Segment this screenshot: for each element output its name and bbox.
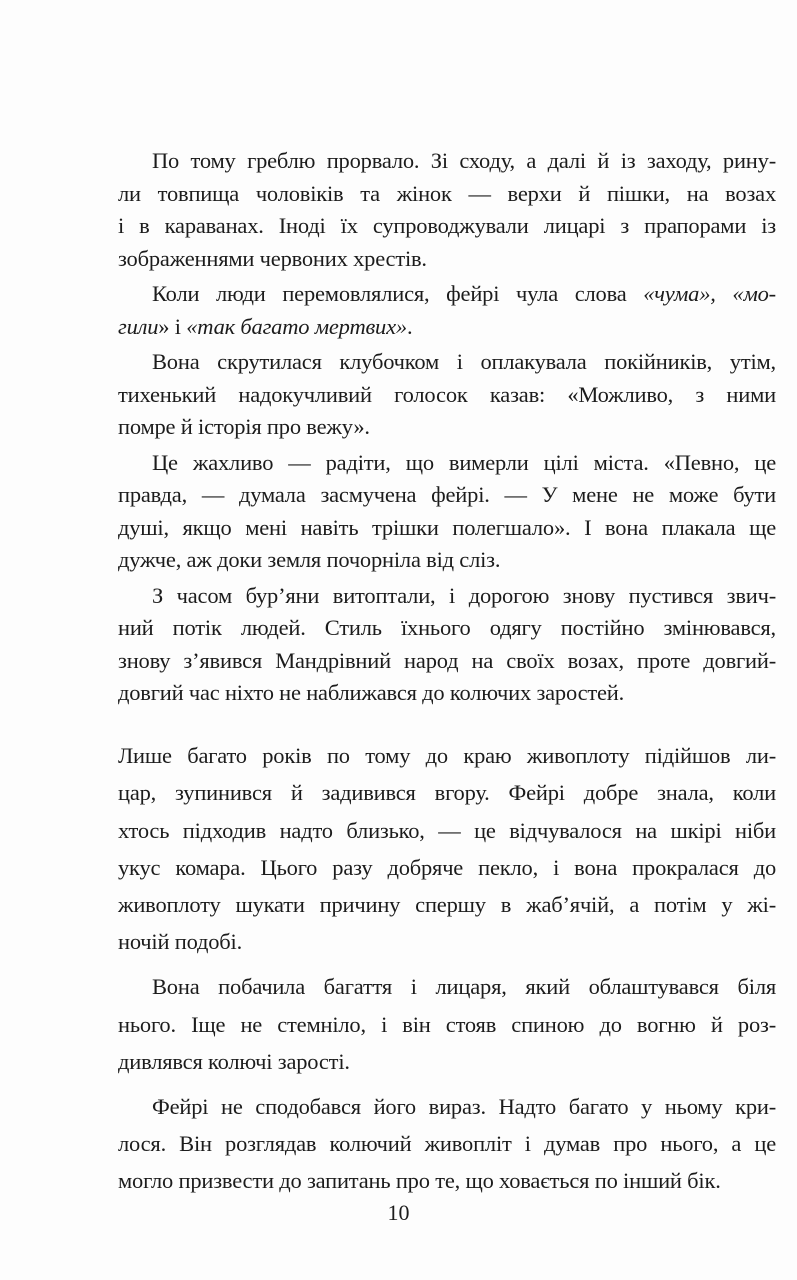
text-line: Фейрі не сподобався його вираз. Надто багато у ньому кри- (152, 1094, 776, 1119)
text-line: душі, якщо мені навіть трішки полегшало». І вона плакала ще (118, 515, 776, 540)
page-number: 10 (387, 1200, 410, 1225)
text-line: помре й історія про вежу». (118, 414, 370, 439)
text-line: тихенький надокучливий голосок казав: «Можливо, з ними (118, 382, 776, 407)
text-segment: » і (158, 314, 187, 339)
text-line: живоплоту шукати причину спершу в жаб’ячій, а потім у жі- (118, 892, 776, 917)
text-line: лося. Він розглядав колючий живопліт і думав про нього, а це (118, 1131, 776, 1156)
italic-quote: гили (118, 314, 159, 339)
text-line: ний потік людей. Стиль їхнього одягу постійно змінювався, (118, 615, 776, 640)
text-line: ночій подобі. (118, 929, 243, 954)
text-line: хтось підходив надто близько, — це відчувалося на шкірі ніби (118, 818, 776, 843)
text-line: правда, — думала засмучена фейрі. — У мене не може бути (118, 482, 776, 507)
text-line: Вона побачила багаття і лицаря, який облаштувався біля (152, 974, 776, 999)
text-line: З часом бур’яни витоптали, і дорогою знову пустився звич- (152, 583, 776, 608)
text-line: знову з’явився Мандрівний народ на своїх возах, проте довгий- (118, 648, 776, 673)
text-line: довгий час ніхто не наближався до колючих заростей. (118, 680, 625, 705)
text-line: Це жахливо — радіти, що вимерли цілі міста. «Певно, це (152, 450, 776, 475)
text-line: цар, зупинився й задивився вгору. Фейрі добре знала, коли (118, 780, 776, 805)
text-line: зображеннями червоних хрестів. (118, 246, 427, 271)
text-line: Лише багато років по тому до краю живоплоту підійшов ли- (118, 743, 776, 768)
text-line: нього. Іще не стемніло, і він стояв спиною до вогню й роз- (118, 1012, 776, 1037)
text-line (118, 313, 776, 341)
text-segment: . (406, 314, 413, 339)
text-line: ли товпища чоловіків та жінок — верхи й пішки, на возах (118, 181, 776, 206)
italic-quote: «чума», «мо- (643, 281, 776, 306)
text-line: По тому греблю прорвало. Зі сходу, а далі й із заходу, рину- (152, 148, 776, 173)
text-line: Вона скрутилася клубочком і оплакувала покійників, утім, (152, 349, 776, 374)
text-line (152, 280, 776, 308)
italic-quote: «так багато мертвих» (186, 314, 407, 339)
text-line: могло призвести до запитань про те, що ховається по інший бік. (118, 1168, 721, 1193)
text-line: дивлявся колючі зарості. (118, 1049, 350, 1074)
text-line: укус комара. Цього разу добряче пекло, і вона прокралася до (118, 855, 776, 880)
text-line: і в караванах. Іноді їх супроводжували лицарі з прапорами із (118, 213, 776, 238)
text-segment: Коли люди перемовлялися, фейрі чула слова (152, 281, 644, 306)
text-line: дужче, аж доки земля почорніла від сліз. (118, 547, 501, 572)
